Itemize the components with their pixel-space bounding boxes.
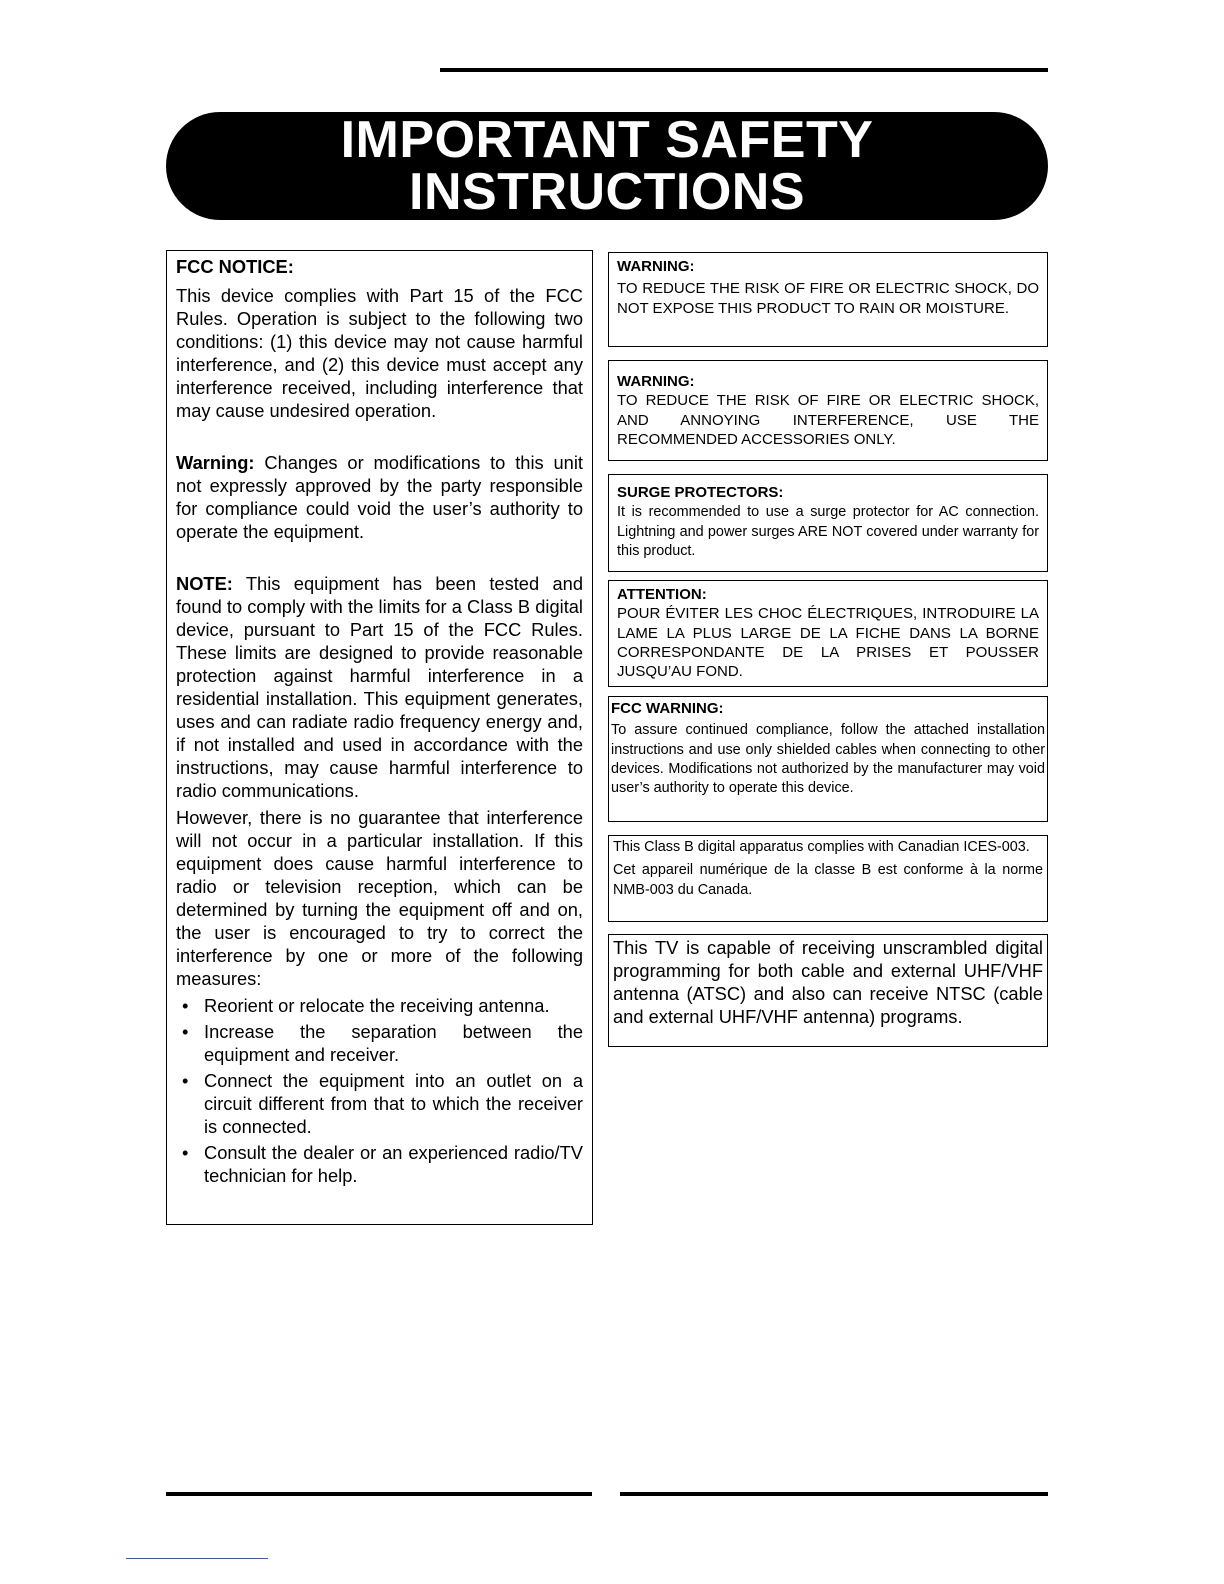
list-item <box>176 994 583 1017</box>
fcc-notice-intro: This device complies with Part 15 of the FCC Rules. Operation is subject to the following two conditions: (1) this device may not cause harmful interference, and (2) this device must accept any interference received, including interference that may cause undesired operation. <box>176 285 583 421</box>
list-item <box>176 1069 583 1138</box>
page-title-line-1: IMPORTANT SAFETY <box>340 111 874 169</box>
atsc-text: This TV is capable of receiving unscrambled digital programming for both cable and external UHF/VHF antenna (ATSC) and also can receive NTSC (cable and external UHF/VHF antenna) programs. <box>613 937 1043 1027</box>
bullet-icon: • <box>182 1021 189 1042</box>
note-label: NOTE: <box>176 573 233 594</box>
footer-link-underline <box>126 1558 268 1559</box>
bullet-icon: • <box>182 995 189 1016</box>
warning-accessories-heading: WARNING: <box>617 373 695 390</box>
fcc-notice-note <box>176 572 583 802</box>
list-item <box>176 1020 583 1066</box>
fcc-notice-warning <box>176 451 583 543</box>
measure-text: Connect the equipment into an outlet on a circuit different from that to which the receiver is connected. <box>204 1070 583 1137</box>
warning-text: Changes or modifications to this unit not expressly approved by the party responsible for compliance could void the user’s authority to operate the equipment. <box>176 452 583 542</box>
bottom-rule-right <box>620 1492 1048 1496</box>
attention-heading: ATTENTION: <box>617 586 707 603</box>
attention-box <box>608 580 1048 687</box>
page-title-banner <box>166 112 1048 220</box>
list-item <box>176 1141 583 1187</box>
canada-compliance-box <box>608 835 1048 922</box>
fcc-warning-text: To assure continued compliance, follow the attached installation instructions and use only shielded cables when connecting to other devices. Modifications not authorized by the manufacturer may void user’s authority to operate this device. <box>611 722 1045 797</box>
warning-accessories-text: TO REDUCE THE RISK OF FIRE OR ELECTRIC SHOCK, AND ANNOYING INTERFERENCE, USE THE RECOMMENDED ACCESSORIES ONLY. <box>617 392 1039 448</box>
note-text: This equipment has been tested and found to comply with the limits for a Class B digital device, pursuant to Part 15 of the FCC Rules. These limits are designed to provide reasonable protection against harmful interference in a residential installation. This equipment generates, uses and can radiate radio frequency energy and, if not installed and used in accordance with the instructions, may cause harmful interference to radio communications. <box>176 573 583 801</box>
measure-text: Consult the dealer or an experienced radio/TV technician for help. <box>204 1142 583 1186</box>
surge-text: It is recommended to use a surge protector for AC connection. Lightning and power surges ARE NOT covered under warranty for this product. <box>617 504 1039 559</box>
surge-heading: SURGE PROTECTORS: <box>617 484 784 501</box>
bullet-icon: • <box>182 1070 189 1091</box>
warning-label: Warning: <box>176 452 255 473</box>
canada-english-text: This Class B digital apparatus complies with Canadian ICES-003. <box>613 839 1030 855</box>
canada-french-text: Cet appareil numérique de la classe B est conforme à la norme NMB-003 du Canada. <box>613 862 1043 898</box>
attention-text: POUR ÉVITER LES CHOC ÉLECTRIQUES, INTRODUIRE LA LAME LA PLUS LARGE DE LA FICHE DANS LA BORNE CORRESPONDANTE DE LA PRISES ET POUSSER JUSQU’AU FOND. <box>617 605 1039 681</box>
measure-text: Reorient or relocate the receiving antenna. <box>204 995 550 1016</box>
warning-accessories-box <box>608 360 1048 461</box>
surge-protectors-box <box>608 474 1048 572</box>
fcc-notice-box <box>166 250 593 1225</box>
fcc-notice-heading: FCC NOTICE: <box>176 256 294 277</box>
fcc-warning-box <box>608 696 1048 822</box>
warning-rain-box <box>608 252 1048 347</box>
top-rule <box>440 68 1048 72</box>
bullet-icon: • <box>182 1142 189 1163</box>
bottom-rule-left <box>166 1492 592 1496</box>
warning-rain-text: TO REDUCE THE RISK OF FIRE OR ELECTRIC SHOCK, DO NOT EXPOSE THIS PRODUCT TO RAIN OR MOISTURE. <box>617 280 1039 317</box>
fcc-notice-however: However, there is no guarantee that interference will not occur in a particular installation. If this equipment does cause harmful interference to radio or television reception, which can be determined by turning the equipment off and on, the user is encouraged to try to correct the interference by one or more of the following measures: <box>176 807 583 989</box>
atsc-capability-box <box>608 934 1048 1047</box>
fcc-warning-heading: FCC WARNING: <box>611 700 724 717</box>
measures-list <box>176 994 583 1187</box>
warning-rain-heading: WARNING: <box>617 258 695 275</box>
page-title-line-2: INSTRUCTIONS <box>409 163 805 221</box>
measure-text: Increase the separation between the equipment and receiver. <box>204 1021 583 1065</box>
